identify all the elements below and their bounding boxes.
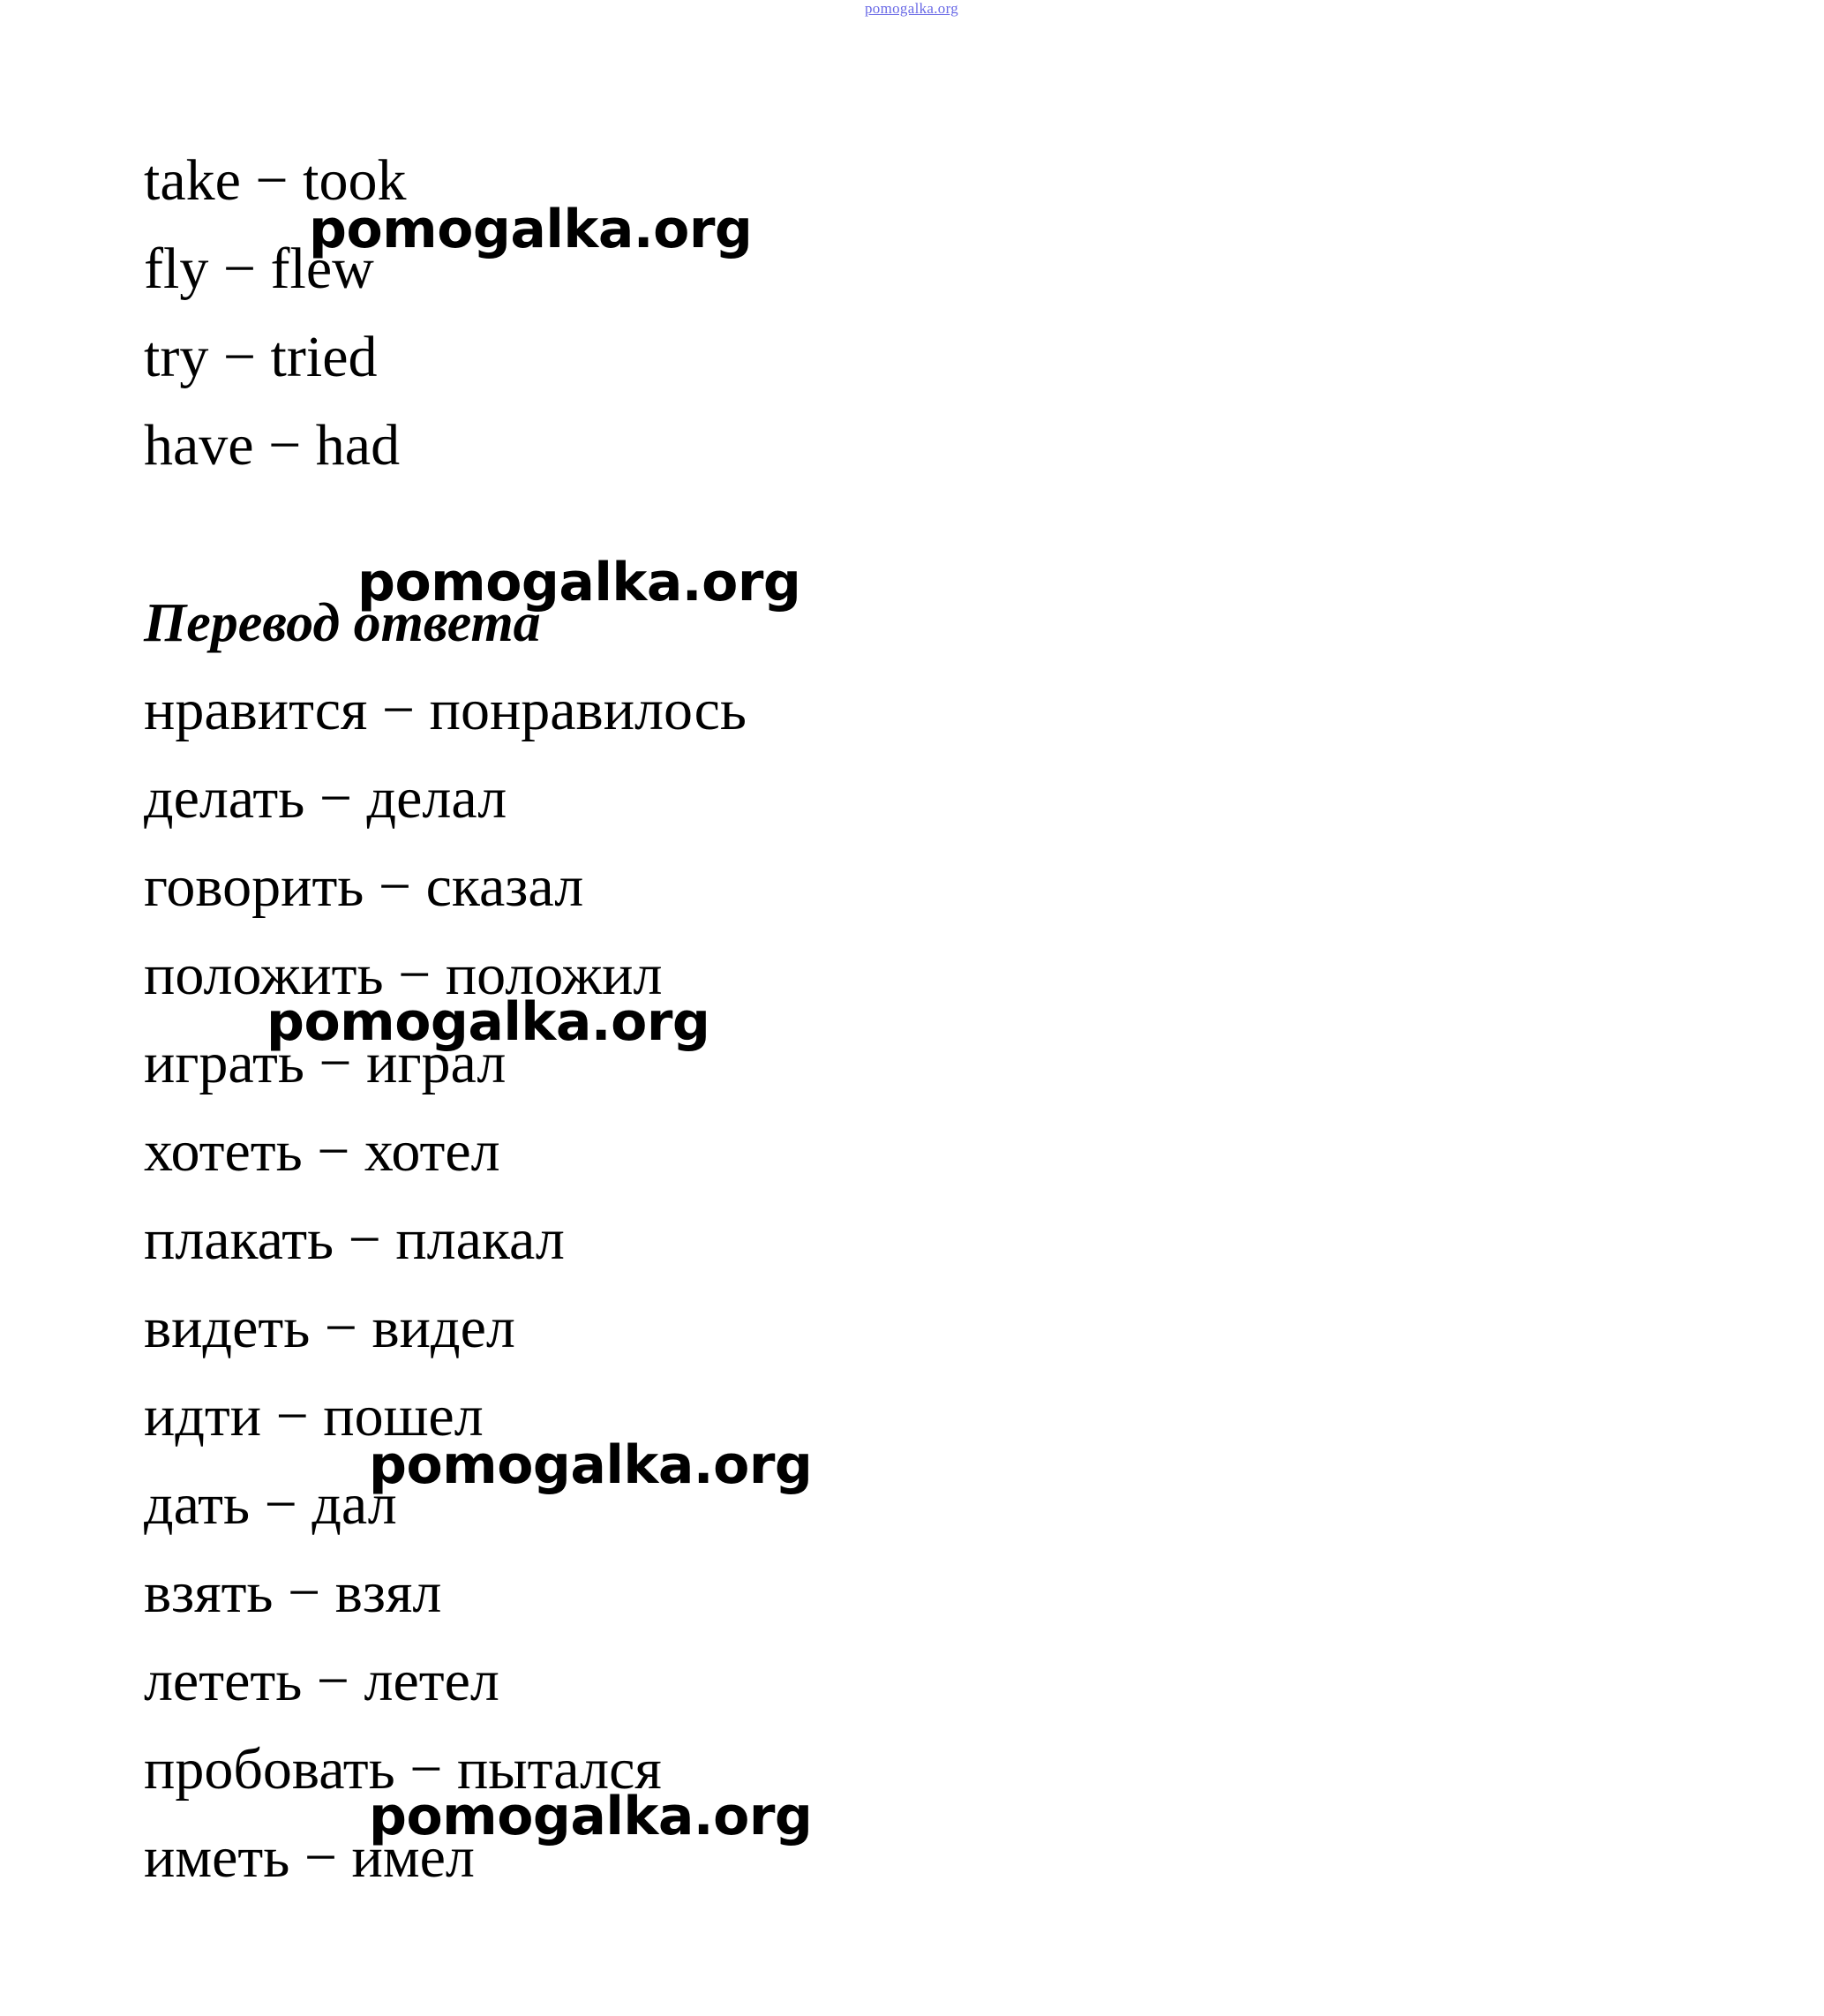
word-pair: играть − играл: [144, 1031, 507, 1095]
word-pair: хотеть − хотел: [144, 1119, 500, 1184]
word-pair: говорить − сказал: [144, 854, 584, 919]
word-pair: дать − дал: [144, 1472, 397, 1537]
word-pair: плакать − плакал: [144, 1207, 565, 1272]
word-pair: делать − делал: [144, 766, 507, 831]
word-pair: try − tried: [144, 325, 378, 389]
watermark: pomogalka.org: [309, 199, 753, 260]
word-pair: взять − взял: [144, 1561, 442, 1625]
word-pair: лететь − летел: [144, 1649, 499, 1713]
header-site-link[interactable]: pomogalka.org: [865, 0, 959, 17]
watermark: pomogalka.org: [357, 552, 801, 613]
word-pair: иметь − имел: [144, 1825, 475, 1890]
word-pair: видеть − видел: [144, 1296, 515, 1360]
word-pair: идти − пошел: [144, 1384, 484, 1448]
word-pair: fly − flew: [144, 237, 374, 301]
word-pair: пробовать − пытался: [144, 1737, 662, 1802]
word-pair: have − had: [144, 413, 401, 478]
word-pair: нравится − понравилось: [144, 678, 747, 742]
word-pair: take − took: [144, 148, 407, 213]
watermark: pomogalka.org: [369, 1434, 813, 1496]
word-pair: положить − положил: [144, 943, 663, 1007]
watermark: pomogalka.org: [369, 1786, 813, 1847]
translation-heading: Перевод ответа: [144, 593, 541, 653]
watermark: pomogalka.org: [266, 991, 710, 1053]
